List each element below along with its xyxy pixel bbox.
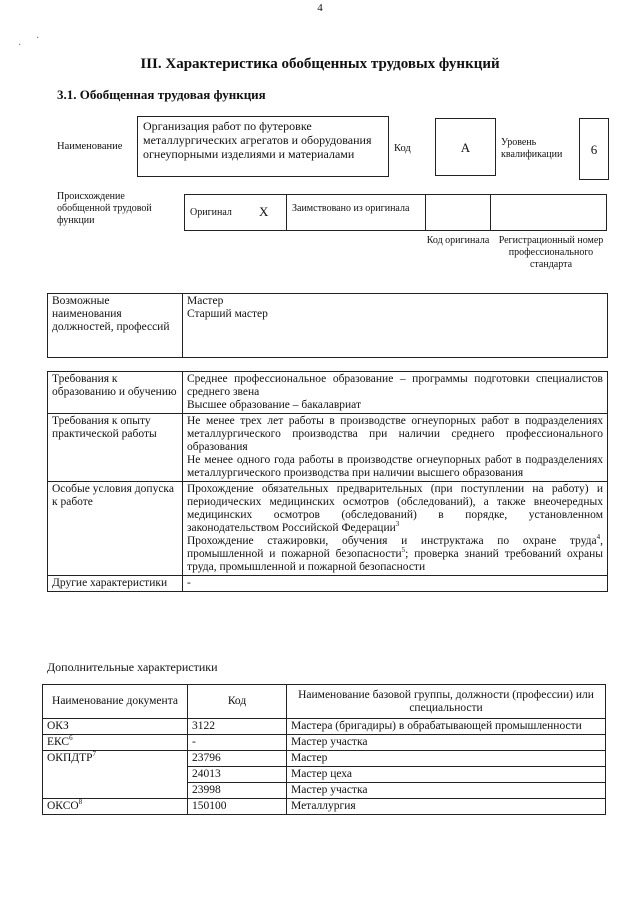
position-item: Мастер (187, 295, 224, 307)
special-text: Прохождение обязательных предварительных (при поступлении на работу) и периодических медицинских осмотров (обследований), а также внеочередных медицинских осмотров (обследований) в порядке, установленном законодательством Российской Федерации (187, 483, 603, 534)
divider (490, 194, 491, 231)
special-text: ; проверка знаний требований охраны труда, промышленной и пожарной безопасности (187, 548, 603, 573)
name-okpdtr: Мастер (287, 751, 606, 767)
name-okpdtr: Мастер участка (287, 783, 606, 799)
level-label: Уровень квалификации (501, 137, 563, 160)
doc-okpdtr-label: ОКПДТР (47, 752, 93, 764)
doc-eks-label: ЕКС (47, 736, 70, 748)
special-line (187, 483, 603, 535)
name-eks: Мастер участка (287, 735, 606, 751)
name-okz: Мастера (бригадиры) в обрабатывающей промышленности (287, 719, 606, 735)
doc-okz: ОКЗ (43, 719, 188, 735)
subsection-title: 3.1. Обобщенная трудовая функция (57, 87, 266, 102)
position-item: Старший мастер (187, 308, 268, 320)
name-okso: Металлургия (287, 799, 606, 815)
other-label: Другие характеристики (48, 576, 183, 592)
code-okpdtr: 23796 (188, 751, 287, 767)
positions-label: Возможные наименования должностей, профессий (48, 294, 183, 358)
doc-okso (43, 799, 188, 815)
education-line: Среднее профессиональное образование – программы подготовки специалистов среднего звена (187, 373, 603, 398)
code-okpdtr: 24013 (188, 767, 287, 783)
reg-number-caption: Регистрационный номер профессионального стандарта (498, 235, 604, 270)
experience-line: Не менее одного года работы в производстве огнеупорных работ в подразделениях металлургического производства при наличии высшего образования (187, 454, 603, 479)
footnote-ref: 5 (401, 546, 406, 555)
header-document: Наименование документа (43, 685, 188, 719)
scan-mark: · (18, 40, 22, 51)
code-label: Код (394, 143, 411, 154)
additional-title: Дополнительные характеристики (47, 660, 218, 674)
origin-label: Происхождение обобщенной трудовой функции (57, 191, 152, 226)
education-line: Высшее образование – бакалавриат (187, 399, 361, 411)
other-value: - (183, 576, 608, 592)
footnote-ref: 6 (69, 734, 73, 743)
divider (425, 194, 426, 231)
name-value: Организация работ по футеровке металлургических агрегатов и оборудования огнеупорными изделиями и материалами (137, 116, 389, 177)
divider (286, 194, 287, 231)
additional-table (42, 684, 606, 815)
education-label: Требования к образованию и обучению (48, 372, 183, 414)
name-label: Наименование (57, 141, 123, 152)
header-code: Код (188, 685, 287, 719)
page-number: 4 (317, 2, 323, 14)
doc-okpdtr (43, 751, 188, 799)
code-okz: 3122 (188, 719, 287, 735)
requirements-table (47, 371, 608, 592)
name-okpdtr: Мастер цеха (287, 767, 606, 783)
scan-mark: · (36, 33, 40, 44)
footnote-ref: 8 (78, 798, 83, 807)
level-value: 6 (579, 118, 609, 180)
experience-line: Не менее трех лет работы в производстве огнеупорных работ в подразделениях металлургического производства при наличии среднего профессионального образования (187, 415, 603, 453)
special-values (183, 482, 608, 576)
footnote-ref: 4 (596, 533, 601, 542)
positions-table (47, 293, 608, 358)
positions-values (183, 294, 608, 358)
footnote-ref: 3 (395, 520, 400, 529)
special-text: Прохождение стажировки, обучения и инструктажа по охране труда (187, 535, 597, 547)
code-eks: - (188, 735, 287, 751)
code-okso: 150100 (188, 799, 287, 815)
borrowed-label: Заимствовано из оригинала (292, 203, 410, 214)
header-name: Наименование базовой группы, должности (профессии) или специальности (287, 685, 606, 719)
special-line (187, 535, 603, 574)
footnote-ref: 7 (92, 750, 97, 759)
experience-values (183, 414, 608, 482)
doc-okso-label: ОКСО (47, 800, 79, 812)
code-okpdtr: 23998 (188, 783, 287, 799)
special-label: Особые условия допуска к работе (48, 482, 183, 576)
code-value: А (435, 118, 496, 176)
original-label: Оригинал (190, 207, 232, 218)
special-text: , промышленной и пожарной безопасности (187, 535, 603, 560)
code-original-caption: Код оригинала (426, 235, 490, 246)
section-title: III. Характеристика обобщенных трудовых функций (140, 56, 500, 72)
education-values (183, 372, 608, 414)
original-mark: X (259, 204, 269, 219)
experience-label: Требования к опыту практической работы (48, 414, 183, 482)
doc-eks (43, 735, 188, 751)
